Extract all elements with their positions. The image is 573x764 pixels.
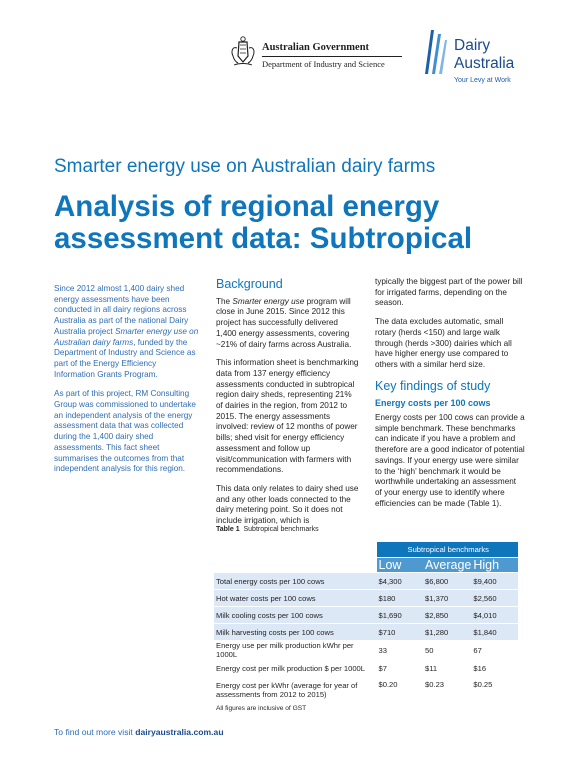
footer-text: To find out more visit (54, 727, 136, 737)
column-header-low: Low (377, 558, 424, 573)
coat-of-arms-icon (229, 36, 257, 68)
table-row (214, 641, 518, 660)
intro-paragraph-1 (54, 284, 199, 380)
cell-average: $6,800 (423, 573, 471, 590)
table-row (214, 607, 518, 624)
body-text: program will close in June 2015. Since 2012 this project has successfully delivered 1,400 energy assessments, covering ~21% of dairy farms across Australia. (216, 296, 352, 349)
benchmarks-table (214, 542, 518, 704)
cell-average: $1,370 (423, 590, 471, 607)
table-column-header-row (214, 558, 518, 573)
cell-low: $710 (377, 624, 424, 641)
table-corner-cell (214, 542, 377, 558)
footer-link[interactable]: dairyaustralia.com.au (135, 727, 224, 737)
brand-line-2: Australia (454, 55, 515, 72)
background-paragraph-3: This data only relates to dairy shed use and any other loads connected to the dairy metering point. So it does not include irrigation, which is (216, 483, 359, 526)
dairy-australia-brand (454, 37, 514, 73)
table-row (214, 573, 518, 590)
cell-high: $1,840 (471, 624, 518, 641)
intro-text: , funded by the Department of Industry and Science as part of the Energy Efficiency Information Grants Program. (54, 337, 196, 379)
table-row (214, 677, 518, 704)
row-label: Milk cooling costs per 100 cows (214, 607, 377, 624)
table-row (214, 660, 518, 677)
body-text: The (216, 296, 233, 306)
right-paragraph-3: Energy costs per 100 cows can provide a simple benchmark. These benchmarks can indicate if you have a problem and therefore are a good indicator of potential savings. If your energy use were similar to the ‘high’ benchmark it would be worthwhile undertaking an assessment of your energy use to identify where efficiencies can be made (Table 1). (375, 413, 525, 508)
row-label: Energy cost per milk production $ per 1000L (214, 660, 377, 677)
government-name: Australian Government (262, 42, 370, 53)
cell-average: $0.23 (423, 677, 471, 704)
table-caption-text: Subtropical benchmarks (243, 526, 319, 533)
table-caption-label: Table 1 (216, 526, 240, 533)
table-row (214, 624, 518, 641)
row-label: Milk harvesting costs per 100 cows (214, 624, 377, 641)
right-paragraph-2: The data excludes automatic, small rotary (herds <150) and large walk through (herds >300) dairies which all have higher energy use compared to others with a similar herd size. (375, 317, 512, 369)
energy-costs-subheading: Energy costs per 100 cows (375, 398, 491, 409)
cell-average: $2,850 (423, 607, 471, 624)
right-column (375, 277, 525, 517)
brand-line-1: Dairy (454, 37, 491, 54)
cell-high: $4,010 (471, 607, 518, 624)
row-label: Energy cost per kWhr (average for year of assessments from 2012 to 2015) (214, 677, 377, 704)
dairy-australia-logo-icon (423, 28, 449, 76)
department-name: Department of Industry and Science (262, 59, 385, 69)
row-label: Total energy costs per 100 cows (214, 573, 377, 590)
table-group-header-row (214, 542, 518, 558)
brand-tagline: Your Levy at Work (454, 77, 511, 84)
intro-text: Since 2012 almost 1,400 dairy shed energy assessments have been conducted in all dairy regions across Australia as part of the national Dairy Australia project (54, 284, 189, 336)
right-paragraph-1: typically the biggest part of the power bill for irrigated farms, depending on the season. (375, 277, 523, 308)
page-subtitle: Smarter energy use on Australian dairy farms (54, 156, 436, 177)
cell-low: $4,300 (377, 573, 424, 590)
cell-average: 50 (423, 641, 471, 660)
cell-average: $1,280 (423, 624, 471, 641)
program-name: Smarter energy use (232, 296, 305, 306)
background-heading: Background (216, 277, 283, 291)
cell-average: $11 (423, 660, 471, 677)
column-header-high: High (471, 558, 518, 573)
table-group-header: Subtropical benchmarks (377, 542, 519, 558)
key-findings-heading: Key findings of study (375, 378, 491, 393)
background-paragraph-1 (216, 297, 359, 351)
cell-low: $0.20 (377, 677, 424, 704)
intro-column (54, 284, 199, 484)
column-header-average: Average (425, 558, 472, 572)
row-label: Hot water costs per 100 cows (214, 590, 377, 607)
table-row (214, 590, 518, 607)
table-note: All figures are inclusive of GST (216, 705, 307, 712)
table-corner-cell (214, 558, 377, 573)
intro-paragraph-2: As part of this project, RM Consulting Group was commissioned to undertake an independent analysis of the energy assessment data that was collected during the 1,400 dairy shed assessments. This fact sheet summarises the outcomes from that independent analysis for this region. (54, 389, 196, 474)
cell-low: $1,690 (377, 607, 424, 624)
background-column (216, 279, 359, 535)
cell-high: $16 (471, 660, 518, 677)
footer (54, 727, 224, 737)
cell-high: $2,560 (471, 590, 518, 607)
government-divider (262, 56, 402, 57)
cell-high: $0.25 (471, 677, 518, 704)
row-label: Energy use per milk production kWhr per 1000L (214, 641, 377, 660)
background-paragraph-2: This information sheet is benchmarking data from 137 energy efficiency assessments conducted in subtropical region dairy sheds, representing 21% of dairies in the region, from 2012 to 2015. The energy assessments involved: review of 12 months of power bills; shed visit for energy efficiency assessment and follow up visit/communication with farmers with recommendations. (216, 358, 359, 475)
cell-low: $7 (377, 660, 424, 677)
table-caption (216, 526, 319, 533)
cell-low: 33 (377, 641, 424, 660)
cell-high: 67 (471, 641, 518, 660)
cell-low: $180 (377, 590, 424, 607)
page-title: Analysis of regional energy assessment data: Subtropical (54, 190, 473, 255)
cell-high: $9,400 (471, 573, 518, 590)
project-name: Smarter energy use on Australian dairy farms (54, 326, 199, 347)
